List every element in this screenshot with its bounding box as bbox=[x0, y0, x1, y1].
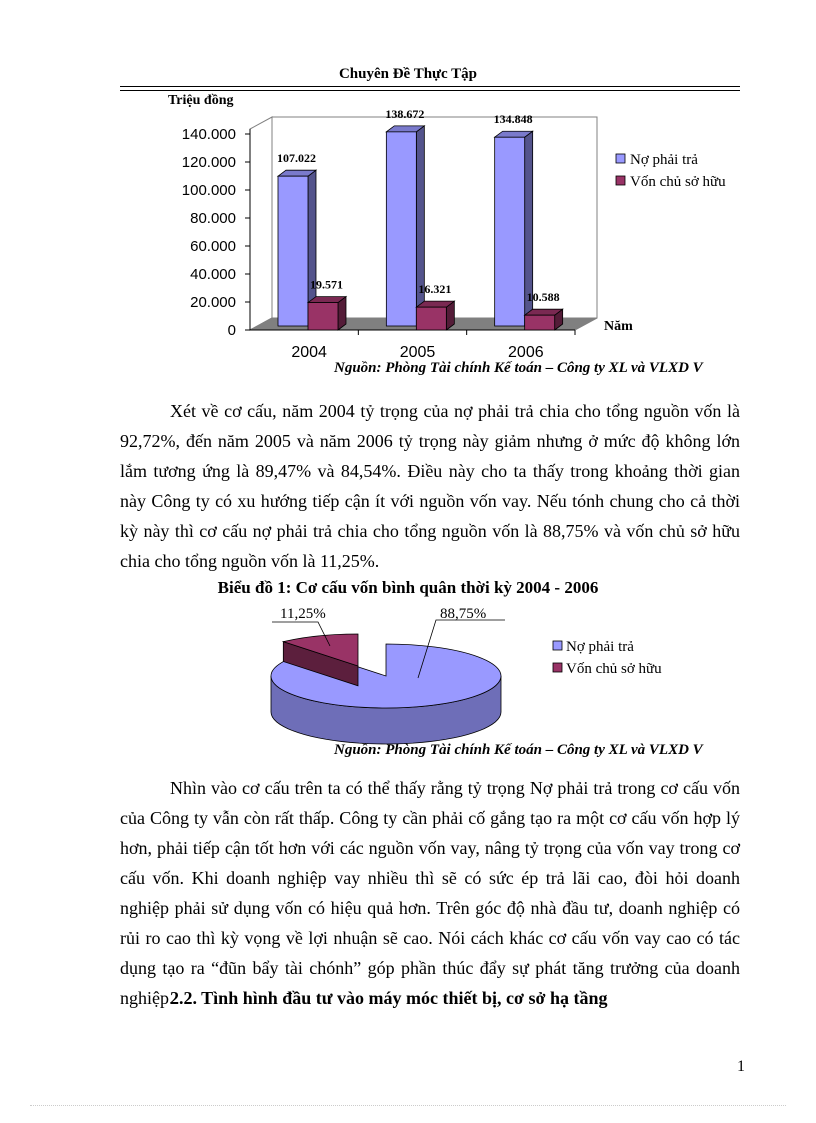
y-tick-label: 80.000 bbox=[190, 210, 236, 227]
legend-swatch bbox=[553, 641, 562, 650]
paragraph-2 bbox=[120, 773, 740, 1013]
bar-data-label: 134.848 bbox=[493, 112, 533, 127]
legend-swatch bbox=[616, 154, 625, 163]
bar-no-phai-tra-2004 bbox=[278, 176, 308, 326]
legend-label: Vốn chủ sở hữu bbox=[566, 661, 662, 677]
pie-source-note: Nguồn: Phòng Tài chính Kế toán – Công ty XL và VLXD V bbox=[334, 742, 703, 758]
bar-source-note: Nguồn: Phòng Tài chính Kế toán – Công ty XL và VLXD V bbox=[334, 360, 703, 376]
bar-data-label: 138.672 bbox=[385, 106, 425, 121]
bar-von-chu-so-huu-2006 bbox=[525, 315, 555, 330]
y-tick-label: 0 bbox=[227, 322, 236, 339]
y-tick-label: 40.000 bbox=[190, 266, 236, 283]
pie-value-label: 88,75% bbox=[440, 606, 487, 622]
chart-side-wall bbox=[250, 117, 272, 330]
y-tick-label: 60.000 bbox=[190, 238, 236, 255]
legend-swatch bbox=[616, 176, 625, 185]
bar-no-phai-tra-2005 bbox=[386, 132, 416, 326]
paragraph-1-text: Xét về cơ cấu, năm 2004 tỷ trọng của nợ phải trả chia cho tổng nguồn vốn là 92,72%, đến năm 2005 và năm 2006 tỷ trọng này giảm nhưng ở mức độ không lớn lắm tương ứng là 89,47% và 84,54%. Điều này cho ta thấy trong khoảng thời gian này Công ty có xu hướng tiếp cận ít với nguồn vốn vay. Nếu tónh chung cho cả thời kỳ này thì cơ cấu nợ phải trả chia cho tổng nguồn vốn là 88,75% và vốn chủ sở hữu chia cho tổng nguồn vốn là 11,25%. bbox=[120, 401, 740, 571]
legend-label: Nợ phải trả bbox=[630, 152, 698, 168]
pie-chart bbox=[0, 596, 816, 746]
y-tick-label: 120.000 bbox=[181, 154, 236, 171]
section-heading: 2.2. Tình hình đầu tư vào máy móc thiết bị, cơ sở hạ tầng bbox=[170, 988, 608, 1008]
bar-data-label: 10.588 bbox=[526, 290, 560, 305]
page-header-title: Chuyên Đề Thực Tập bbox=[338, 66, 478, 82]
legend-label: Nợ phải trả bbox=[566, 639, 634, 655]
x-tick-label: 2005 bbox=[399, 344, 436, 361]
y-tick-label: 140.000 bbox=[181, 126, 236, 143]
bar-von-chu-so-huu-2005 bbox=[416, 307, 446, 330]
bar-no-phai-tra-2006 bbox=[495, 137, 525, 326]
paragraph-1 bbox=[120, 396, 740, 576]
y-tick-label: 100.000 bbox=[181, 182, 236, 199]
bar-data-label: 16.321 bbox=[418, 282, 452, 297]
legend-label: Vốn chủ sở hữu bbox=[630, 174, 726, 190]
pie-value-label: 11,25% bbox=[280, 606, 326, 622]
bar-data-label: 107.022 bbox=[277, 151, 316, 166]
bar-chart bbox=[0, 0, 816, 380]
y-axis-label: Triệu đồng bbox=[168, 93, 234, 108]
x-axis-label: Năm bbox=[604, 319, 633, 334]
page-number: 1 bbox=[737, 1058, 745, 1075]
paragraph-2-text: Nhìn vào cơ cấu trên ta có thể thấy rằng tỷ trọng Nợ phải trả trong cơ cấu vốn của Công ty vẫn còn rất thấp. Công ty cần phải cố gắng tạo ra một cơ cấu vốn hợp lý hơn, phải tiếp cận tốt hơn với các nguồn vốn vay, nâng tỷ trọng của vốn vay trong cơ cấu vốn. Khi doanh nghiệp vay nhiều thì sẽ có sức ép trả lãi cao, đòi hỏi doanh nghiệp phải sử dụng vốn có hiệu quả hơn. Trên góc độ nhà đầu tư, doanh nghiệp có rủi ro cao thì kỳ vọng về lợi nhuận sẽ cao. Nói cách khác cơ cấu vốn vay cao có tác dụng tạo ra “đũn bẩy tài chónh” góp phần thúc đẩy sự phát tăng trưởng của doanh nghiệp. bbox=[120, 778, 740, 1008]
x-tick-label: 2006 bbox=[508, 344, 544, 361]
y-tick-label: 20.000 bbox=[190, 294, 236, 311]
x-tick-label: 2004 bbox=[291, 344, 327, 361]
bar-data-label: 19.571 bbox=[310, 277, 343, 292]
footer-rule bbox=[30, 1105, 786, 1106]
legend-swatch bbox=[553, 663, 562, 672]
bar-von-chu-so-huu-2004 bbox=[308, 303, 338, 330]
pie-chart-title: Biểu đồ 1: Cơ cấu vốn bình quân thời kỳ 2004 - 2006 bbox=[217, 578, 599, 597]
